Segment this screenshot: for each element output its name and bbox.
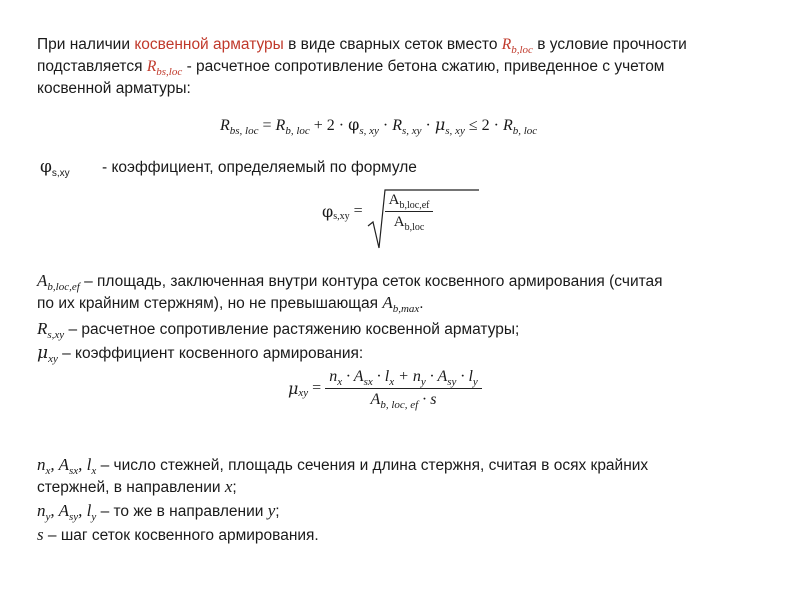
highlight-indirect-reinforcement: косвенной арматуры	[134, 36, 284, 53]
sqrt-symbol: $\frac{A_{b,loc,ef}}{A_{b,loc}}$	[367, 192, 434, 231]
legend-line-1: $n_x$, $A_{sx}$, $l_x$ – число стежней, площадь сечения и длина стержня, считая в осях крайних	[37, 455, 649, 477]
def-abloc-line-1: $A_{b,loc,ef}$ – площадь, заключенная внутри контура сеток косвенного армирования (считая	[37, 271, 663, 293]
def-muxy: $\mu_{xy}$ – коэффициент косвенного армирования:	[37, 343, 364, 365]
legend-line-2: стержней, в направлении x;	[37, 477, 237, 496]
symbol-rbloc: $R_{b,loc}$	[501, 36, 533, 56]
symbol-rbsloc: $R_{bs,loc}$	[146, 58, 183, 78]
radical-sign-icon	[367, 188, 479, 250]
phi-definition: $\varphi_{s,xy}$ - коэффициент, определяемый по формуле	[40, 157, 417, 179]
legend-line-4: s – шаг сеток косвенного армирования.	[37, 525, 319, 544]
intro-line-2: подставляется $R_{bs,loc}$ - расчетное сопротивление бетона сжатию, приведенное с учетом	[37, 58, 665, 78]
intro-line-1: При наличии косвенной арматуры в виде сварных сеток вместо $R_{b,loc}$ в условие прочности	[37, 36, 687, 56]
def-abloc-line-2: по их крайним стержням), но не превышающая $A_{b,max}$.	[37, 293, 424, 315]
legend-line-3: $n_y$, $A_{sy}$, $l_y$ – то же в направлении y;	[37, 501, 280, 523]
intro-line-3: косвенной арматуры:	[37, 80, 191, 97]
formula-phi: $\varphi_{s,xy}$ = $\frac{A_{b,loc,ef}}{A_{b,loc}}$	[322, 192, 433, 231]
formula-muxy: $\mu_{xy}$ = $\frac{n_x \cdot A_{sx} \cdot l_x + n_y \cdot A_{sy} \cdot l_y}{A_{b, loc, ef} \cdot s}$	[288, 368, 482, 409]
formula-rbsloc: $R_{bs, loc} = R_{b, loc} + 2 \cdot \varphi_{s, xy} \cdot R_{s, xy} \cdot \mu_{s, xy} \le 2 \cdot R_{b, loc}$	[220, 115, 538, 137]
def-rsxy: $R_{s,xy}$ – расчетное сопротивление растяжению косвенной арматуры;	[37, 319, 520, 341]
